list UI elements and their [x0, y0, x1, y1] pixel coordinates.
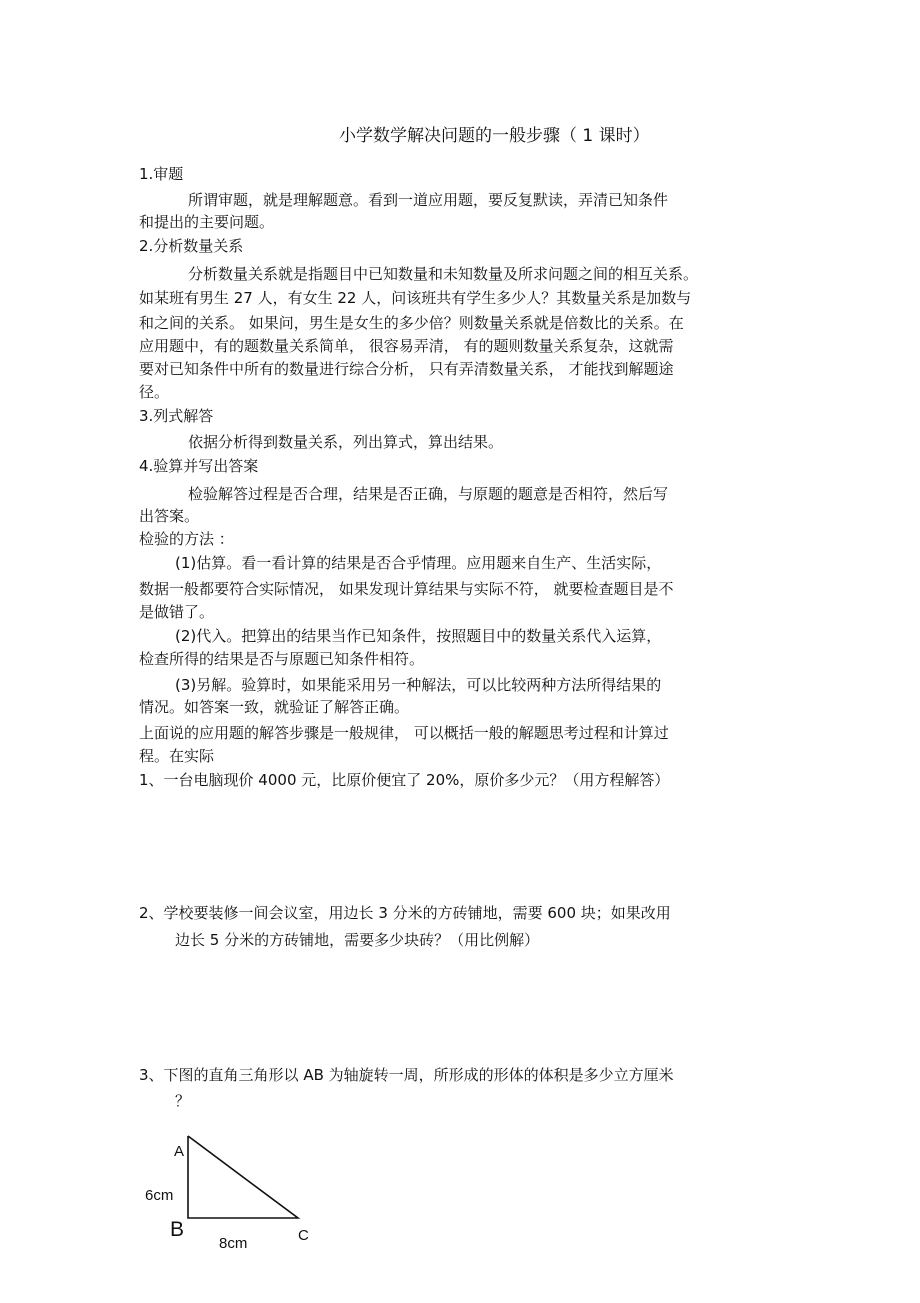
vertex-label-a: A	[174, 1143, 185, 1160]
side-label-bc: 8cm	[219, 1235, 248, 1252]
method3-line1: (3)另解。验算时，如果能采用另一种解法，可以比较两种方法所得结果的	[175, 676, 662, 694]
problem3-line2: ？	[175, 1092, 191, 1110]
side-label-ab: 6cm	[145, 1187, 174, 1204]
problem1-text: 1、一台电脑现价 4000 元，比原价便宜了 20%，原价多少元？（用方程解答）	[139, 771, 670, 789]
step4-paragraph-line1: 检验解答过程是否合理，结果是否正确，与原题的题意是否相符，然后写	[188, 485, 669, 503]
step2-paragraph-line6: 径。	[139, 383, 170, 401]
problem2-line2: 边长 5 分米的方砖铺地，需要多少块砖？（用比例解）	[175, 931, 540, 949]
step2-paragraph-line1: 分析数量关系就是指题目中已知数量和未知数量及所求问题之间的相互关系。	[188, 265, 699, 283]
method1-line1: (1)估算。看一看计算的结果是否合乎情理。应用题来自生产、生活实际，	[175, 554, 662, 572]
right-triangle-figure	[180, 1130, 310, 1230]
summary-line2: 程。在实际	[139, 747, 215, 765]
step2-paragraph-line5: 要对已知条件中所有的数量进行综合分析， 只有弄清数量关系， 才能找到解题途	[139, 360, 674, 378]
vertex-label-b: B	[170, 1218, 185, 1241]
summary-line1: 上面说的应用题的解答步骤是一般规律， 可以概括一般的解题思考过程和计算过	[139, 724, 669, 742]
method2-line1: (2)代入。把算出的结果当作已知条件，按照题目中的数量关系代入运算，	[175, 627, 662, 645]
step4-heading: 4.验算并写出答案	[139, 457, 259, 475]
step1-heading: 1.审题	[139, 165, 184, 183]
step2-paragraph-line4: 应用题中，有的题数量关系简单， 很容易弄清， 有的题则数量关系复杂，这就需	[139, 337, 674, 355]
step3-heading: 3.列式解答	[139, 407, 214, 425]
method1-line2: 数据一般都要符合实际情况， 如果发现计算结果与实际不符， 就要检查题目是不	[139, 580, 674, 598]
problem3-line1: 3、下图的直角三角形以 AB 为轴旋转一周，所形成的形体的体积是多少立方厘米	[139, 1066, 674, 1084]
method1-line3: 是做错了。	[139, 603, 215, 621]
step1-paragraph-line1: 所谓审题，就是理解题意。看到一道应用题，要反复默读，弄清已知条件	[188, 191, 669, 209]
step3-paragraph: 依据分析得到数量关系，列出算式，算出结果。	[188, 433, 504, 451]
step2-heading: 2.分析数量关系	[139, 237, 244, 255]
step2-paragraph-line3: 和之间的关系。 如果问，男生是女生的多少倍？则数量关系就是倍数比的关系。在	[139, 314, 684, 332]
method2-line2: 检查所得的结果是否与原题已知条件相符。	[139, 650, 425, 668]
method3-line2: 情况。如答案一致，就验证了解答正确。	[139, 698, 410, 716]
step1-paragraph-line2: 和提出的主要问题。	[139, 213, 275, 231]
step2-paragraph-line2: 如某班有男生 27 人，有女生 22 人，问该班共有学生多少人？其数量关系是加数与	[139, 289, 692, 307]
methods-heading: 检验的方法 ：	[139, 530, 234, 548]
page-title: 小学数学解决问题的一般步骤（ 1 课时）	[339, 126, 650, 146]
triangle-outline	[188, 1136, 298, 1218]
step4-paragraph-line2: 出答案。	[139, 507, 200, 525]
problem2-line1: 2、学校要装修一间会议室，用边长 3 分米的方砖铺地，需要 600 块；如果改用	[139, 904, 671, 922]
vertex-label-c: C	[298, 1227, 309, 1244]
